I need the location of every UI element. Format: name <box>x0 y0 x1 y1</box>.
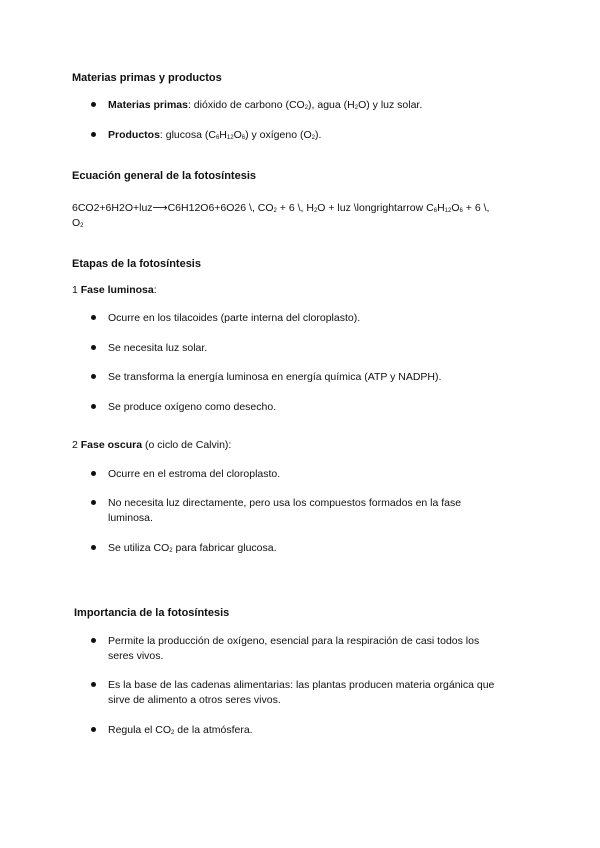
item-text: : glucosa (C <box>159 129 216 141</box>
phase-2-item: Ocurre en el estroma del cloroplasto. <box>108 468 281 480</box>
item-text: ), agua (H <box>308 99 355 111</box>
bullet-icon <box>91 638 96 643</box>
bullet-icon <box>91 404 96 409</box>
phase-1-item: Se transforma la energía luminosa en energía química (ATP y NADPH). <box>108 371 442 383</box>
phase-2-item: No necesita luz directamente, pero usa los compuestos formados en la fase <box>108 497 462 509</box>
equation-line-1: 6CO2+6H2O+luz⟶C6H12O6+6O26 \, $CO_2 + 6$ \, $H_2O$ + luz \longrightarrow $C_6H_{12}O_6 + 6$ \, <box>72 202 490 214</box>
bullet-icon <box>91 345 96 350</box>
subscript: 12 <box>226 135 234 141</box>
subscript: 6 <box>215 135 220 141</box>
importance-item-continued: sirve de alimento a otros seres vivos. <box>108 694 281 706</box>
heading-etapas: Etapas de la fotosíntesis <box>72 258 201 270</box>
item-text: ) y oxígeno (O <box>245 129 312 141</box>
list-item-productos <box>108 128 321 142</box>
item-text: H <box>219 129 227 141</box>
subscript: 2 <box>304 105 309 111</box>
importance-item-continued: seres vivos. <box>108 650 164 662</box>
bullet-icon <box>91 102 96 107</box>
importance-item: Permite la producción de oxígeno, esencial para la respiración de casi todos los <box>108 635 480 647</box>
phase-1-item: Se necesita luz solar. <box>108 342 208 354</box>
importance-item: Regula el $CO_2$ de la atmósfera. <box>108 724 253 736</box>
heading-ecuacion-general: Ecuación general de la fotosíntesis <box>72 170 256 182</box>
phase-1-item: Ocurre en los tilacoides (parte interna del cloroplasto). <box>108 312 361 324</box>
bullet-icon <box>91 682 96 687</box>
item-text: : dióxido de carbono (CO <box>187 99 305 111</box>
subscript: 6 <box>241 135 246 141</box>
bullet-icon <box>91 545 96 550</box>
item-label: Productos <box>108 129 160 141</box>
subscript: 2 <box>354 105 359 111</box>
heading-importancia: Importancia de la fotosíntesis <box>74 607 230 619</box>
importance-item: Es la base de las cadenas alimentarias: las plantas producen materia orgánica que <box>108 679 495 691</box>
phase-2-title: 2 Fase oscura (o ciclo de Calvin): <box>72 439 232 451</box>
heading-materias-primas: Materias primas y productos <box>72 72 222 84</box>
phase-1-title: 1 Fase luminosa: <box>72 284 157 296</box>
item-text: O) y luz solar. <box>358 99 423 111</box>
bullet-icon <box>91 727 96 732</box>
item-label: Materias primas <box>108 99 188 111</box>
phase-1-item: Se produce oxígeno como desecho. <box>108 401 277 413</box>
phase-2-item-continued: luminosa. <box>108 512 153 524</box>
bullet-icon <box>91 374 96 379</box>
bullet-icon <box>91 500 96 505</box>
list-item-materias-primas <box>108 98 422 112</box>
item-text: O <box>233 129 242 141</box>
subscript: 2 <box>311 135 315 141</box>
bullet-icon <box>91 471 96 476</box>
bullet-icon <box>91 132 96 137</box>
equation-line-2: $O_2$ <box>72 217 84 229</box>
phase-2-item: Se utiliza $CO_2$ para fabricar glucosa. <box>108 542 277 554</box>
bullet-icon <box>91 315 96 320</box>
item-text: ). <box>314 129 322 141</box>
